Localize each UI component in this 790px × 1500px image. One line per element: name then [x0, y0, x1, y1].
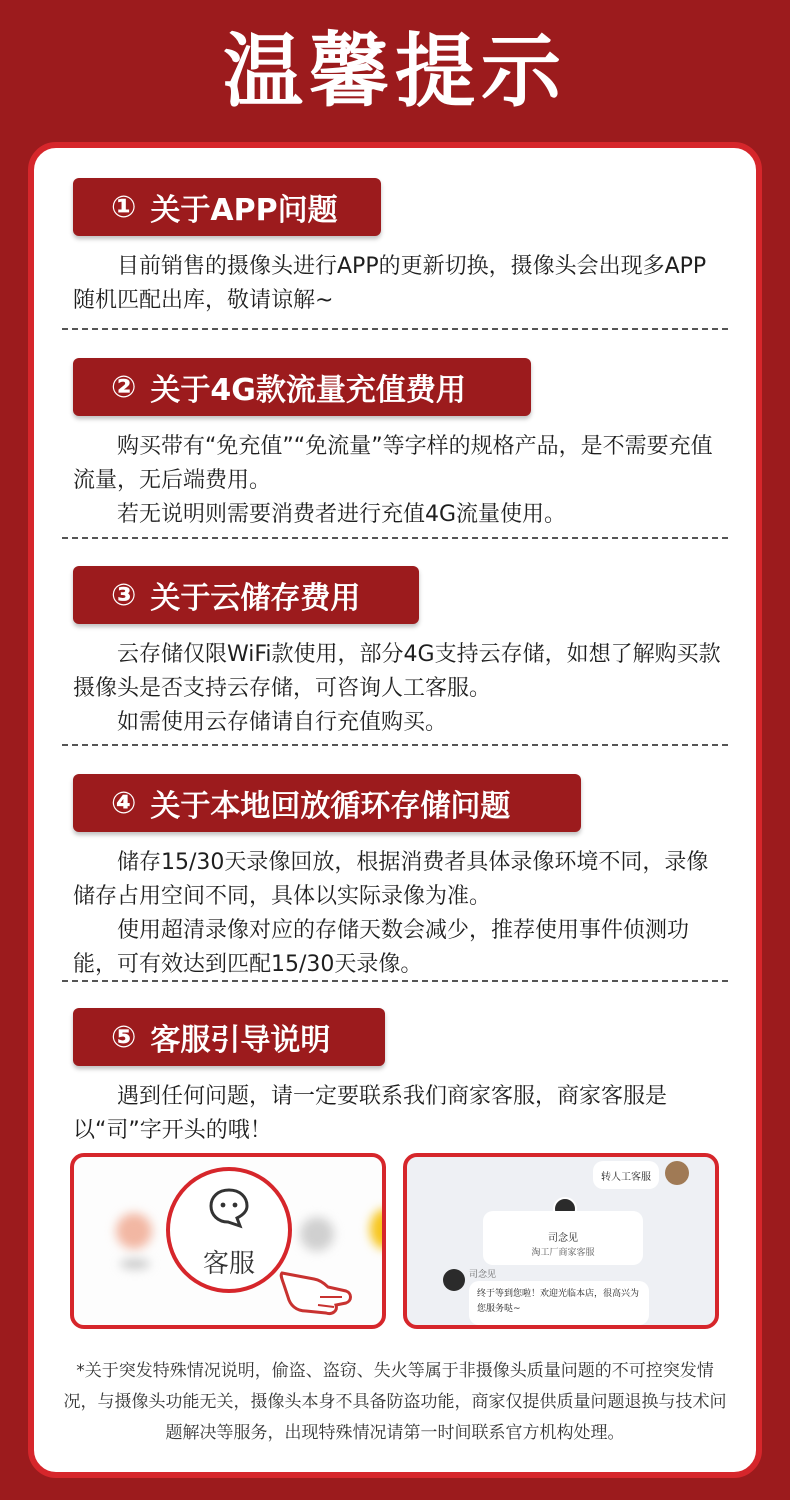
- section-body: 如需使用云存储请自行充值购买。: [117, 710, 448, 735]
- section-heading-4g-fee: [73, 358, 531, 416]
- hand-pointer-icon: [276, 1253, 354, 1317]
- section-title: 客服引导说明: [150, 1023, 331, 1058]
- section-title: 关于4G款流量充值费用: [150, 373, 466, 408]
- blurred-app-icon: [116, 1213, 152, 1249]
- section-heading-customer-service: [73, 1008, 385, 1066]
- welcome-message: 终于等到您啦！欢迎光临本店，很高兴为您服务哒~: [469, 1281, 649, 1325]
- section-number: ③: [111, 577, 137, 613]
- divider: [62, 537, 728, 539]
- agent-title: 淘工厂商家客服: [531, 1248, 595, 1258]
- divider: [62, 328, 728, 330]
- section-body: 若无说明则需要消费者进行充值4G流量使用。: [117, 502, 567, 527]
- user-avatar: [665, 1161, 689, 1185]
- section-number: ①: [111, 189, 137, 225]
- divider: [62, 980, 728, 982]
- kefu-label: 客服: [202, 1249, 255, 1279]
- transfer-agent-button[interactable]: 转人工客服: [593, 1161, 659, 1189]
- kefu-entry-screenshot: [70, 1153, 386, 1329]
- section-number: ④: [111, 785, 137, 821]
- footer-note: *关于突发特殊情况说明，偷盗、盗窃、失火等属于非摄像头质量问题的不可控突发情况，与摄像头功能无关，摄像头本身不具备防盗功能，商家仅提供质量问题退换与技术问题解决等服务，出现特殊情况请第一时间联系官方机构处理。: [63, 1361, 727, 1443]
- agent-name: 司念见: [548, 1233, 578, 1244]
- divider: [62, 744, 728, 746]
- blurred-label: [120, 1259, 150, 1269]
- section-title: 关于APP问题: [150, 193, 338, 228]
- page-title: 温馨提示: [223, 25, 567, 118]
- section-body: 购买带有“免充值”“免流量”等字样的规格产品，是不需要充值流量，无后端费用。: [73, 434, 713, 493]
- kefu-button[interactable]: [166, 1167, 292, 1293]
- section-body: 云存储仅限WiFi款使用，部分4G支持云存储，如想了解购买款摄像头是否支持云存储，可咨询人工客服。: [73, 642, 721, 701]
- agent-avatar: [443, 1269, 465, 1291]
- blurred-app-icon: [370, 1209, 386, 1249]
- section-heading-app: [73, 178, 381, 236]
- section-number: ⑤: [111, 1019, 137, 1055]
- section-heading-local-playback: [73, 774, 581, 832]
- section-body: 储存15/30天录像回放，根据消费者具体录像环境不同，录像储存占用空间不同，具体以实际录像为准。: [73, 850, 709, 909]
- section-title: 关于云储存费用: [150, 581, 361, 616]
- section-body: 使用超清录像对应的存储天数会减少，推荐使用事件侦测功能，可有效达到匹配15/30天录像。: [73, 918, 690, 977]
- section-body: 目前销售的摄像头进行APP的更新切换，摄像头会出现多APP随机匹配出库，敬请谅解~: [73, 254, 707, 313]
- section-heading-cloud-storage: [73, 566, 419, 624]
- blurred-app-icon: [300, 1217, 334, 1251]
- sender-name: 司念见: [469, 1270, 497, 1280]
- chat-screenshot: [403, 1153, 719, 1329]
- chat-bubble-icon: [206, 1185, 252, 1231]
- section-body: 遇到任何问题，请一定要联系我们商家客服，商家客服是以“司”字开头的哦！: [73, 1084, 668, 1143]
- agent-card: [483, 1211, 643, 1265]
- section-title: 关于本地回放循环存储问题: [150, 789, 511, 824]
- section-number: ②: [111, 369, 137, 405]
